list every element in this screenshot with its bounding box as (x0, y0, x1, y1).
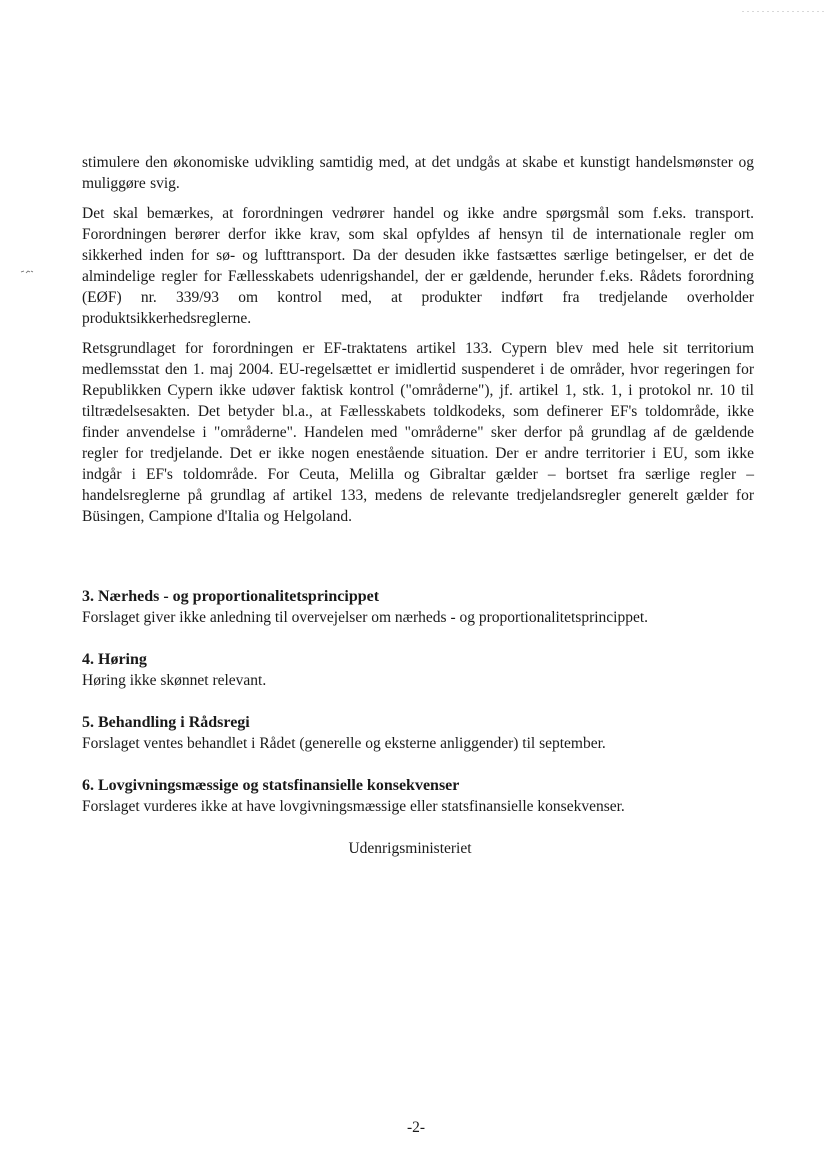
page-number: -2- (406, 1119, 426, 1136)
section-council-handling (82, 712, 754, 754)
section-heading: 4. Høring (82, 651, 147, 668)
section-text: Høring ikke skønnet relevant. (82, 672, 267, 689)
paragraph-legal-basis: Retsgrundlaget for forordningen er EF-traktatens artikel 133. Cypern blev med hele sit territorium medlemsstat den 1. maj 2004. EU-regelsættet er imidlertid suspenderet i de områder, hvor regeringen for Republikken Cypern ikke udøver faktisk kontrol ("områderne"), jf. artikel 1, stk. 1, i protokol nr. 10 til tiltrædelsesakten. Det betyder bl.a., at Fællesskabets toldkodeks, som definerer EF's toldområde, ikke finder anvendelse i "områderne". Handelen med "områderne" sker derfor på grundlag af de gældende regler for tredjelande. Det er ikke nogen enestående situation. Der er andre territorier i EU, som ikke indgår i EF's toldområde. For Ceuta, Melilla og Gibraltar gælder – bortset fra særlige regler – handelsreglerne på grundlag af artikel 133, medens de relevante tredjelandsregler generelt gælder for Büsingen, Campione d'Italia og Helgoland. (82, 340, 754, 525)
section-heading: 5. Behandling i Rådsregi (82, 714, 250, 731)
section-text: Forslaget ventes behandlet i Rådet (generelle og eksterne anliggender) til september. (82, 735, 606, 752)
paragraph-scope: Det skal bemærkes, at forordningen vedrører handel og ikke andre spørgsmål som f.eks. transport. Forordningen berører derfor ikke krav, som skal opfyldes af hensyn til de internationale regler om sikkerhed inden for sø- og lufttransport. Da der desuden ikke fastsættes særlige betingelser, er det de almindelige regler for Fællesskabets udenrigshandel, der er gældende, herunder f.eks. Rådets forordning (EØF) nr. 339/93 om kontrol med, at produkter indført fra tredjelande overholder produktsikkerhedsreglerne. (82, 205, 754, 327)
section-spacer (82, 536, 754, 586)
section-text: Forslaget vurderes ikke at have lovgivningsmæssige eller statsfinansielle konsekvenser. (82, 798, 625, 815)
section-consequences (82, 775, 754, 817)
section-consultation (82, 649, 754, 691)
margin-scan-mark (20, 262, 34, 268)
section-text: Forslaget giver ikke anledning til overvejelser om nærheds - og proportionalitetsprincippet. (82, 609, 649, 626)
scan-artifact-top-right (742, 0, 826, 3)
signature-ministry: Udenrigsministeriet (348, 840, 472, 857)
section-subsidiarity (82, 586, 754, 628)
document-page (82, 152, 754, 859)
paragraph-intro-continued: stimulere den økonomiske udvikling samtidig med, at det undgås at skabe et kunstigt handelsmønster og muliggøre svig. (82, 154, 754, 192)
section-heading: 6. Lovgivningsmæssige og statsfinansielle konsekvenser (82, 777, 460, 794)
section-heading: 3. Nærheds - og proportionalitetsprincippet (82, 588, 380, 605)
